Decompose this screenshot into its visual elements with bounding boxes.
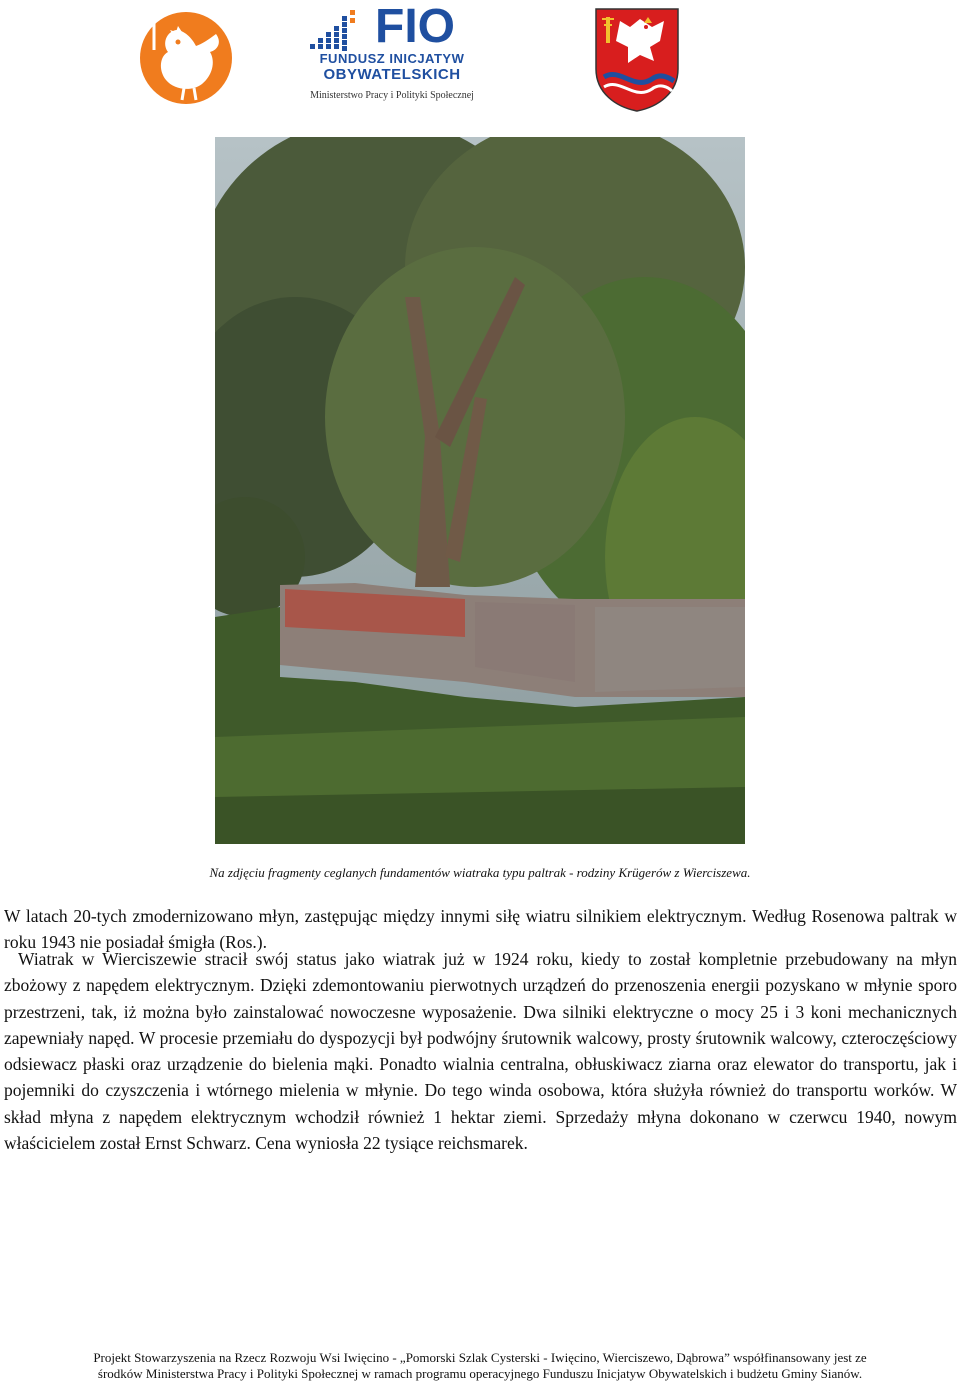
footer bbox=[0, 1350, 960, 1382]
rooster-logo-icon bbox=[136, 10, 236, 106]
paragraph-2: Wiatrak w Wierciszewie stracił swój status jako wiatrak już w 1924 roku, kiedy to został kompletnie przebudowany na młyn zbożowy z napędem elektrycznym. Dzięki zdemontowaniu pierwotnych urządzeń do przenoszenia energii pozyskano w młynie sporo przestrzeni, tak, iż można było zainstalować nowoczesne wyposażenie. Dwa silniki elektryczne o mocy 25 i 3 koni mechanicznych zapewniały napęd. W procesie przemiału do dyspozycji był podwójny śrutownik walcowy, prosty śrutownik walcowy, czteroczęściowy odsiewacz płaski oraz urządzenie do bielenia mąki. Ponadto wialnia centralna, obłuskiwacz ziarna oraz elewator do transportu, jak i pojemniki do czyszczenia i wtórnego mielenia w młynie. Do tego winda osobowa, która służyła również do transportu worków. W skład młyna z napędem elektrycznym wchodził również 1 hektar ziemi. Sprzedaży młyna dokonano w czerwcu 1940, nowym właścicielem został Ernst Schwarz. Cena wyniosła 22 tysiące reichsmarek. bbox=[4, 949, 957, 1154]
fio-logo-text: FIO bbox=[375, 0, 455, 53]
fio-logo-line2: OBYWATELSKICH bbox=[323, 66, 461, 83]
footer-line-2: środków Ministerstwa Pracy i Polityki Społecznej w ramach programu operacyjnego Funduszu Inicjatyw Obywatelskich i budżetu Gminy Sianów. bbox=[97, 1366, 863, 1381]
header-logos bbox=[0, 0, 960, 120]
windmill-foundation-photo bbox=[215, 137, 745, 844]
paragraph-1: W latach 20-tych zmodernizowano młyn, zastępując między innymi siłę wiatru silnikiem elektrycznym. Według Rosenowa paltrak w roku 1943 nie posiadał śmigła (Ros.). bbox=[4, 906, 957, 953]
coat-of-arms-icon bbox=[594, 7, 680, 113]
photo bbox=[215, 137, 745, 844]
photo-caption: Na zdjęciu fragmenty ceglanych fundamentów wiatraka typu paltrak - rodziny Krügerów z Wierciszewa. bbox=[209, 865, 751, 880]
fio-logo-line1: FUNDUSZ INICJATYW bbox=[319, 51, 465, 66]
fio-logo-line3: Ministerstwo Pracy i Polityki Społecznej bbox=[310, 90, 474, 101]
footer-line-1: Projekt Stowarzyszenia na Rzecz Rozwoju Wsi Iwięcino - „Pomorski Szlak Cysterski - Iwięcino, Wierciszewo, Dąbrowa” współfinansowany jest ze bbox=[93, 1350, 867, 1365]
